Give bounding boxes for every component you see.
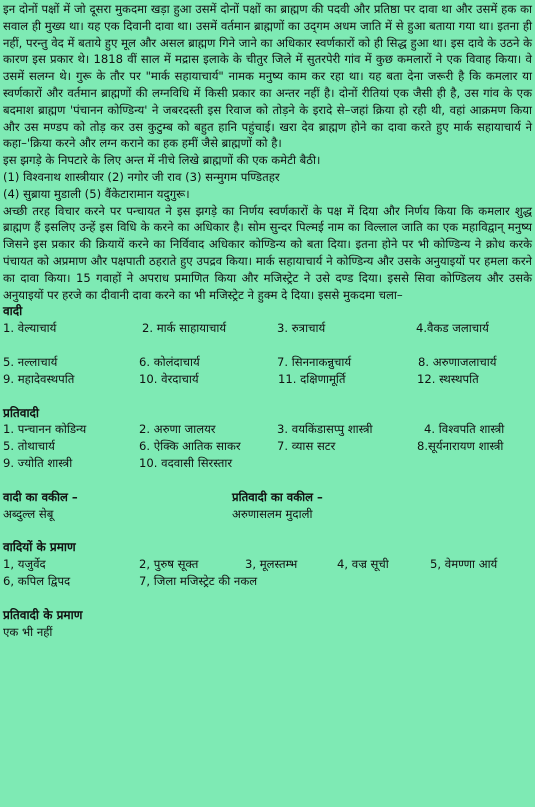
defendant-evidence-heading: प्रतिवादी के प्रमाण: [3, 607, 83, 622]
plaintiff-name: 1. वेल्याचार्य: [3, 321, 57, 336]
plaintiffs-row: [3, 320, 532, 337]
plaintiff-evidence-row: [3, 573, 532, 590]
evidence-item: 1, यजुर्वेद: [3, 557, 46, 572]
defendant-name: 7. व्यास सटर: [277, 439, 336, 454]
committee-intro: इस झगड़े के निपटारे के लिए अन्त में नीचे लिखे ब्राह्मणों की एक कमेटी बैठी।: [3, 153, 321, 168]
plaintiffs-row: [3, 354, 532, 371]
evidence-item: 6, कपिल द्विपद: [3, 573, 71, 588]
plaintiff-name: 11. दक्षिणामूर्ति: [278, 371, 346, 386]
plaintiff-name: 9. महादेवस्थपति: [3, 371, 75, 386]
defendant-name: 3. वयकिंडासप्पु शास्त्री: [277, 422, 373, 437]
defendant-name: 10. वदवासी सिरस्तार: [139, 455, 233, 470]
defendants-heading: प्रतिवादी: [3, 405, 40, 420]
evidence-item: 5, वेमण्णा आर्य: [430, 557, 498, 572]
plaintiff-name: 8. अरुणाजलाचार्य: [418, 354, 497, 369]
plaintiff-evidence-row: [3, 556, 532, 573]
defendant-name: 2. अरुणा जालयर: [139, 422, 216, 437]
defendant-evidence-text: एक भी नहीं: [3, 624, 53, 639]
verdict-paragraph: अच्छी तरह विचार करने पर पन्चायत ने इस झगड़े का निर्णय स्वर्णकारों के पक्ष में दिया और निर्णय किया कि कमलार शुद्ध ब्राह्मण हैं इसलिए उन्हें इस विधि के करने का अधिकार है। सोम सुन्दर पिल्मई नाम का विल्लाल जाति का एक महाविद्वान् मनुष्य जिसने इस प्रकार की क्रियायें करने का निर्विवाद अधिकार कोण्डिन्य को बता दिया। इतना होने पर भी कोण्डिन्य ने क्रोध करके पंचायत को अप्रमाण और पक्षपाती ठहराते हुए उपद्रव किया। मार्क सहायाचार्य ने कोण्डिन्य और उसके अनुयाइयों पर हमला करने का दावा किया। 15 गवाहों ने अपराध प्रमाणित किया और मजिस्ट्रेट ने उसे दण्ड दिया। इससे सिवा कोण्डिलय और उसके अनुयाइयों पर हरजे का दीवानी दावा करने का भी मजिस्ट्रेट ने हुक्म दे दिया। इससे मुकदमा चला–: [3, 203, 532, 302]
defendant-name: 8.सूर्यनारायण शास्त्री: [417, 439, 504, 454]
lawyers-label-row: [3, 489, 532, 506]
plaintiff-evidence-heading: वादियों के प्रमाण: [3, 540, 76, 555]
evidence-item: 2, पुरुष सूक्त: [139, 557, 199, 572]
defendant-name: 6. ऐक्कि आतिक साकर: [139, 439, 241, 454]
defendant-name: 1. पन्चानन कोडिन्य: [3, 422, 87, 437]
defendant-name: 5. तोथाचार्य: [3, 439, 55, 454]
plaintiff-name: 12. स्थस्थपति: [417, 371, 479, 386]
intro-paragraph: इन दोनों पक्षों में जो दूसरा मुकदमा खड़ा हुआ उसमें दोनों पक्षों का ब्राह्मण की पदवी और प्रतिष्ठा पर दावा था और उसमें हक का सवाल ही मुख्य था। यह एक दिवानी दावा था। उसमें वर्तमान ब्राह्मणों का उद्‌गम अधम जाति में से हुआ बताया गया था। इतना ही नहीं, परन्तु वेद में बताये हुए मूल और असल ब्राह्मण गिने जाने का अधिकार स्वर्णकारों को ही सिद्ध हुआ था। इस दावे के उठने के कारण इस प्रकार थे। 1818 वीं साल में मद्रास इलाके के चीतुर जिले में सुतरपेरी गांव में कुछ कमलारों ने एक विवाह किया। वे उसमें सलग्न थे। गुरू के तौर पर "मार्क सहायाचार्य" नामक मनुष्य काम कर रहा था। यह बता देना जरूरी है कि कमलार या स्वर्णकारों और वर्तमान ब्राह्मणों की लग्नविधि में किसी प्रकार का अन्तर नहीं है। दोनों रीतियां एक जैसी ही है, उस गांव के एक बदमाश ब्राह्मण 'पंचानन कोण्डिन्य' ने जबरदस्ती इस रिवाज को तोड़ने के इरादे से–जहां क्रिया हो रही थी, वहां आक्रमण किया और उस मण्डप को तोड़ कर उस कुटुम्ब को बहुत हानि पहुंचाई। खरा देव ब्राह्मण होने का दावा करते हुए मार्क सहायाचार्य ने कहा–'क्रिया करने और लग्न कराने का हक हमीं जैसे ब्राह्मणों को है।: [3, 2, 532, 151]
defendant-lawyer-name: अरुणासलम मुदाली: [232, 506, 313, 521]
evidence-item: 4, वज्र सूची: [337, 557, 389, 572]
plaintiffs-row: [3, 371, 532, 388]
defendants-row: [3, 455, 532, 472]
defendant-name: 4. विश्वपति शास्त्री: [424, 422, 505, 437]
plaintiff-name: 5. नल्लाचार्य: [3, 354, 58, 369]
plaintiff-name: 6. कोलंदाचार्य: [139, 354, 200, 369]
plaintiff-name: 10. वेरदाचार्य: [139, 371, 199, 386]
evidence-item: 7, जिला मजिस्ट्रेट की नकल: [139, 573, 258, 588]
plaintiffs-heading: वादी: [3, 304, 23, 319]
lawyers-name-row: [3, 506, 532, 523]
defendants-row: [3, 421, 532, 438]
defendants-row: [3, 438, 532, 455]
plaintiff-lawyer-label: वादी का वकील –: [3, 489, 78, 504]
plaintiff-name: 7. सिननाकन्नुचार्य: [277, 354, 352, 369]
committee-members-2: (4) सुब्राया मुडाली (5) वैंकेटारामान यदुगुरू।: [3, 186, 190, 201]
defendant-name: 9. ज्योति शास्त्री: [3, 455, 73, 470]
plaintiff-name: 4.वैकड जलाचार्य: [416, 321, 489, 336]
plaintiff-name: 3. रुत्राचार्य: [277, 321, 326, 336]
defendant-lawyer-label: प्रतिवादी का वकील –: [232, 489, 323, 504]
committee-members-1: (1) विश्वनाथ शास्त्रीयार (2) नगोर जी राव (3) सन्मुगम पण्डितहर: [3, 169, 280, 184]
plaintiff-lawyer-name: अब्दुल्ल सेबू: [3, 506, 54, 521]
evidence-item: 3, मूलस्तम्भ: [245, 557, 298, 572]
plaintiff-name: 2. मार्क साहायाचार्य: [142, 321, 227, 336]
